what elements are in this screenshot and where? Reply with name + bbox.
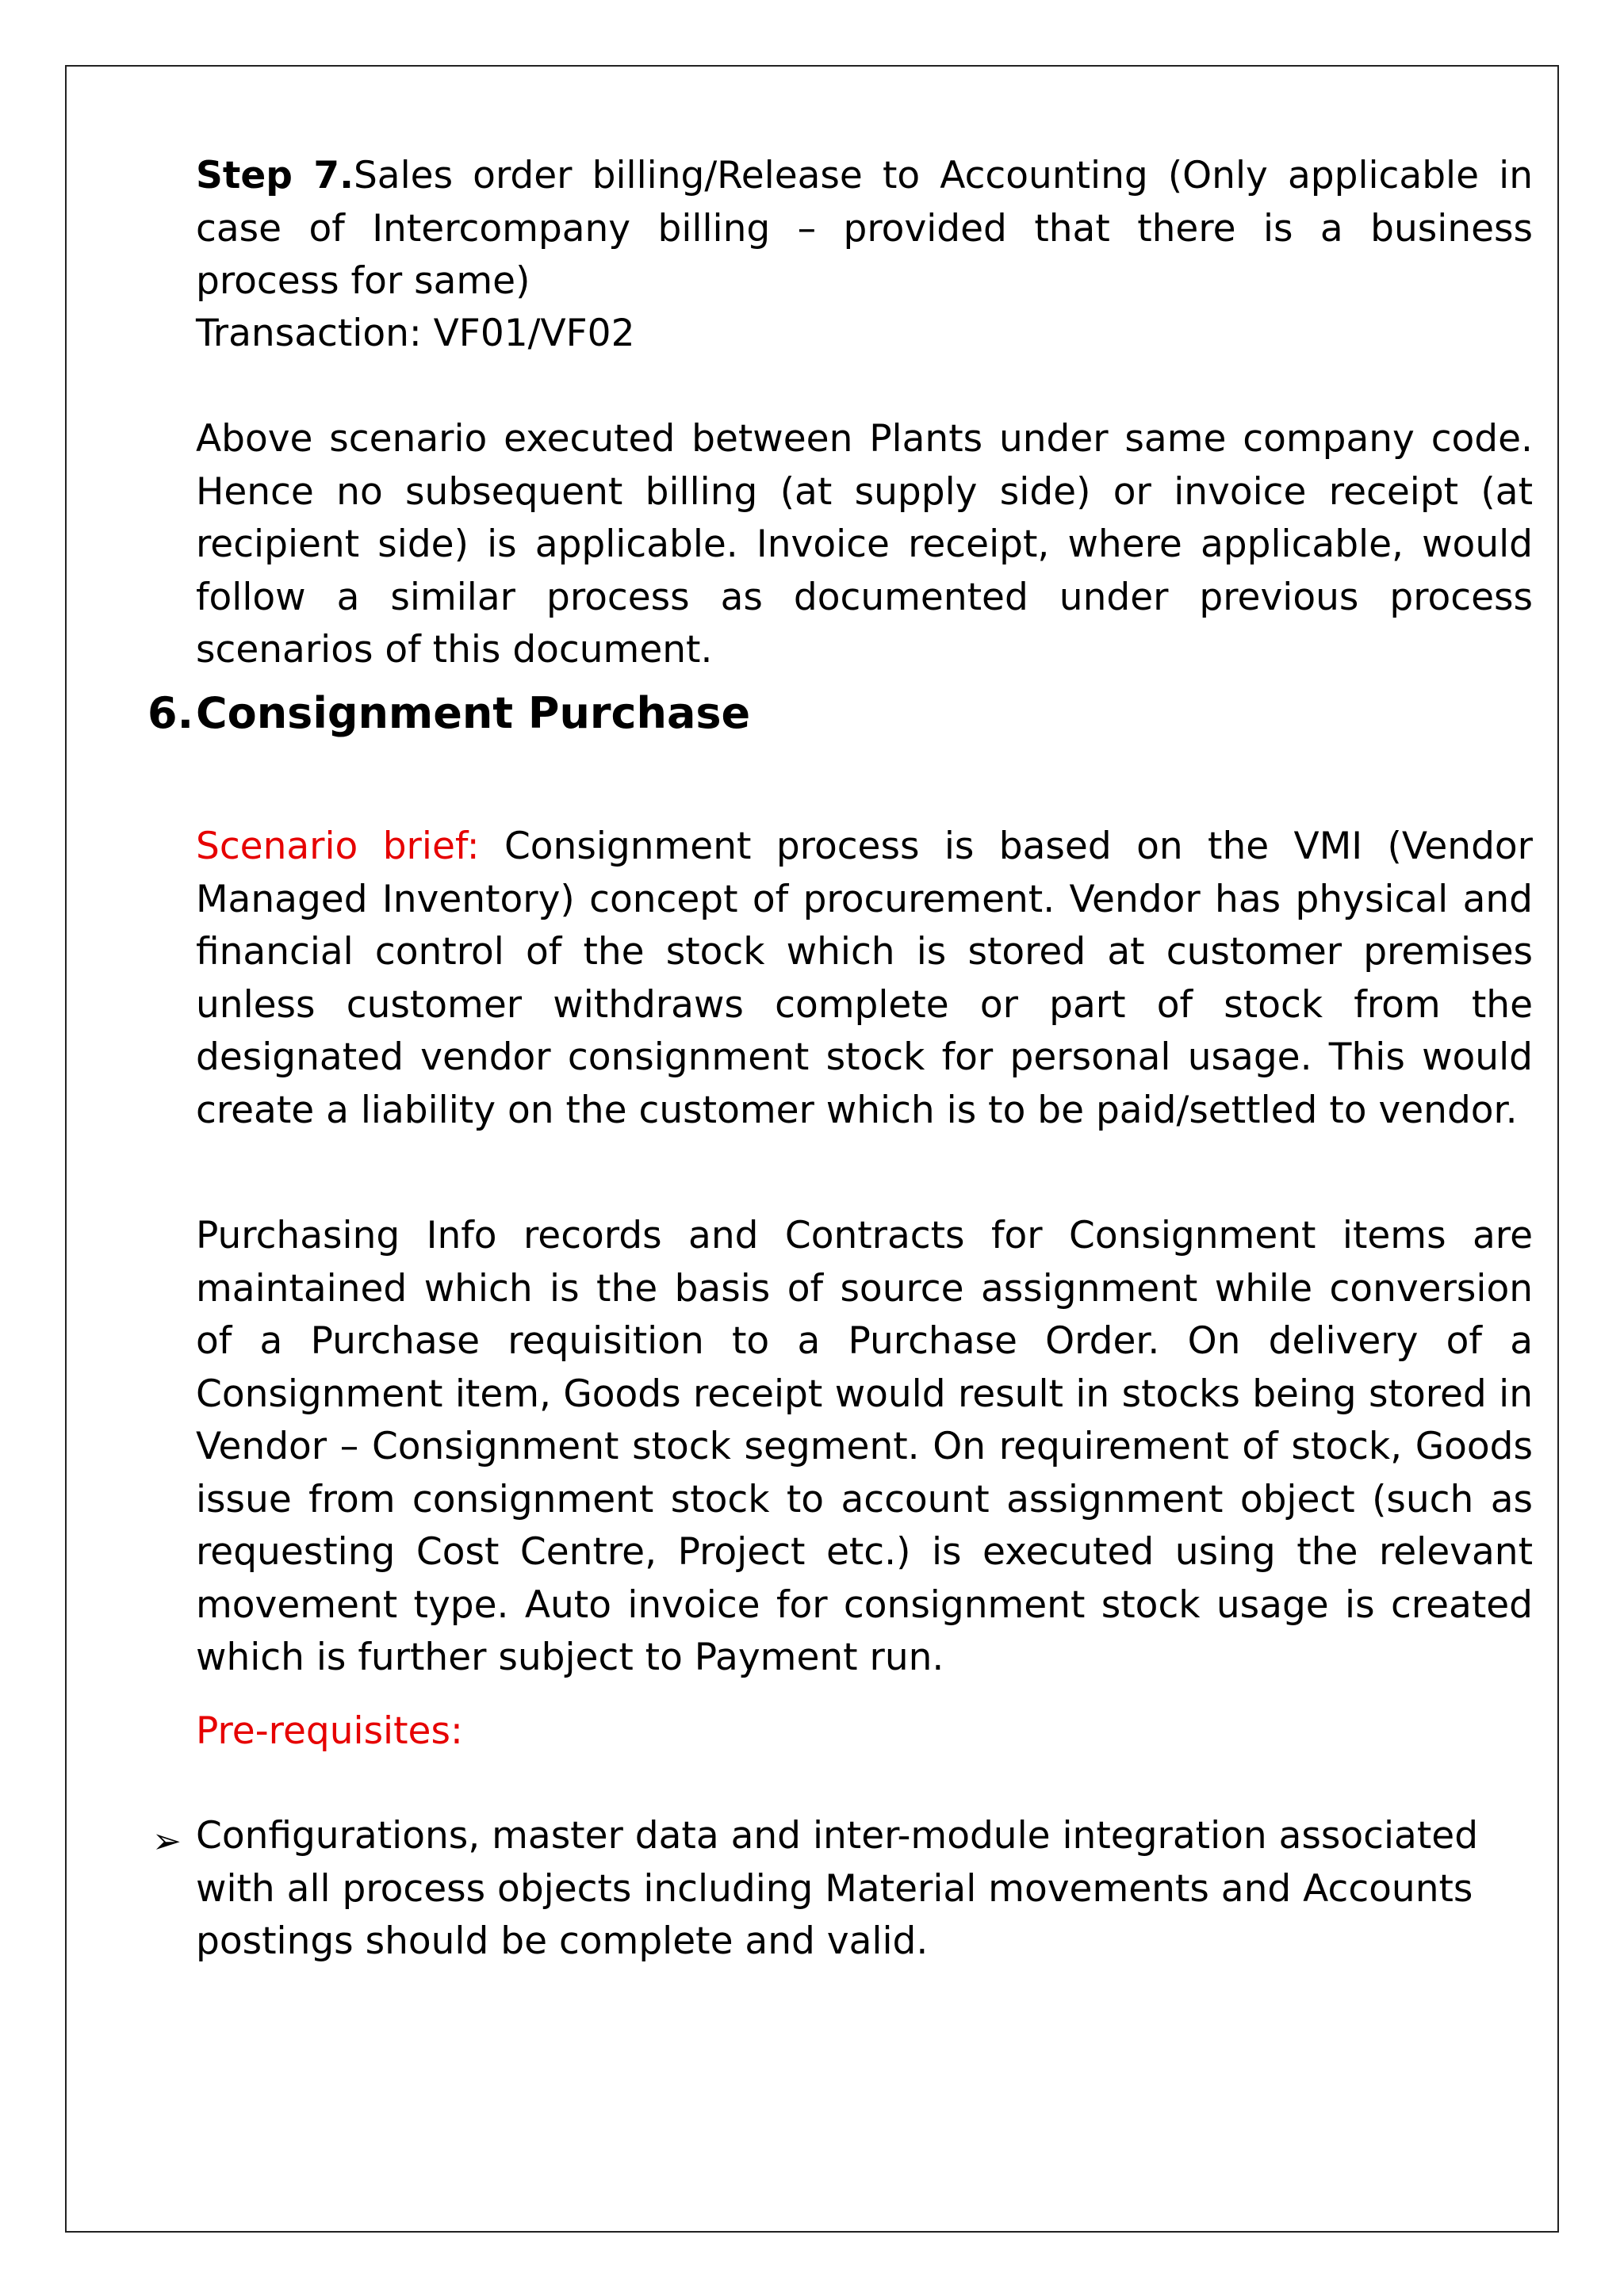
bullet-arrow-icon: ➢ bbox=[152, 1821, 182, 1862]
step7-text: Sales order billing/Release to Accounting (Only applicable in case of Intercompany billing – provided that there is a business process for same) bbox=[196, 154, 1533, 303]
above-scenario-paragraph: Above scenario executed between Plants under same company code. Hence no subsequent billing (at supply side) or invoice receipt (at recipient side) is applicable. Invoice receipt, where applicable, would follow a similar process as documented under previous process scenarios of this document. bbox=[196, 417, 1533, 672]
prerequisites-label: Pre-requisites: bbox=[196, 1709, 463, 1753]
section-heading bbox=[147, 685, 750, 742]
section-number: 6. bbox=[147, 688, 194, 738]
step7-paragraph bbox=[196, 150, 1533, 308]
scenario-brief-label: Scenario brief: bbox=[196, 825, 480, 868]
scenario-brief-text: Consignment process is based on the VMI (Vendor Managed Inventory) concept of procurement. Vendor has physical and financial control of the stock which is stored at customer premises unless customer withdraws complete or part of stock from the designated vendor consignment stock for personal usage. This would create a liability on the customer which is to be paid/settled to vendor. bbox=[196, 825, 1533, 1132]
section-title: Consignment Purchase bbox=[196, 688, 751, 738]
prerequisite-item: Configurations, master data and inter-module integration associated with all process objects including Material movements and Accounts postings should be complete and valid. bbox=[196, 1814, 1479, 1963]
transaction-line: Transaction: VF01/VF02 bbox=[196, 312, 635, 355]
step7-label: Step 7. bbox=[196, 154, 354, 197]
purchasing-info-paragraph: Purchasing Info records and Contracts for Consignment items are maintained which is the basis of source assignment while conversion of a Purchase requisition to a Purchase Order. On delivery of a Consignment item, Goods receipt would result in stocks being stored in Vendor – Consignment stock segment. On requirement of stock, Goods issue from consignment stock to account assignment object (such as requesting Cost Centre, Project etc.) is executed using the relevant movement type. Auto invoice for consignment stock usage is created which is further subject to Payment run. bbox=[196, 1214, 1533, 1679]
scenario-brief-paragraph bbox=[196, 821, 1533, 1137]
